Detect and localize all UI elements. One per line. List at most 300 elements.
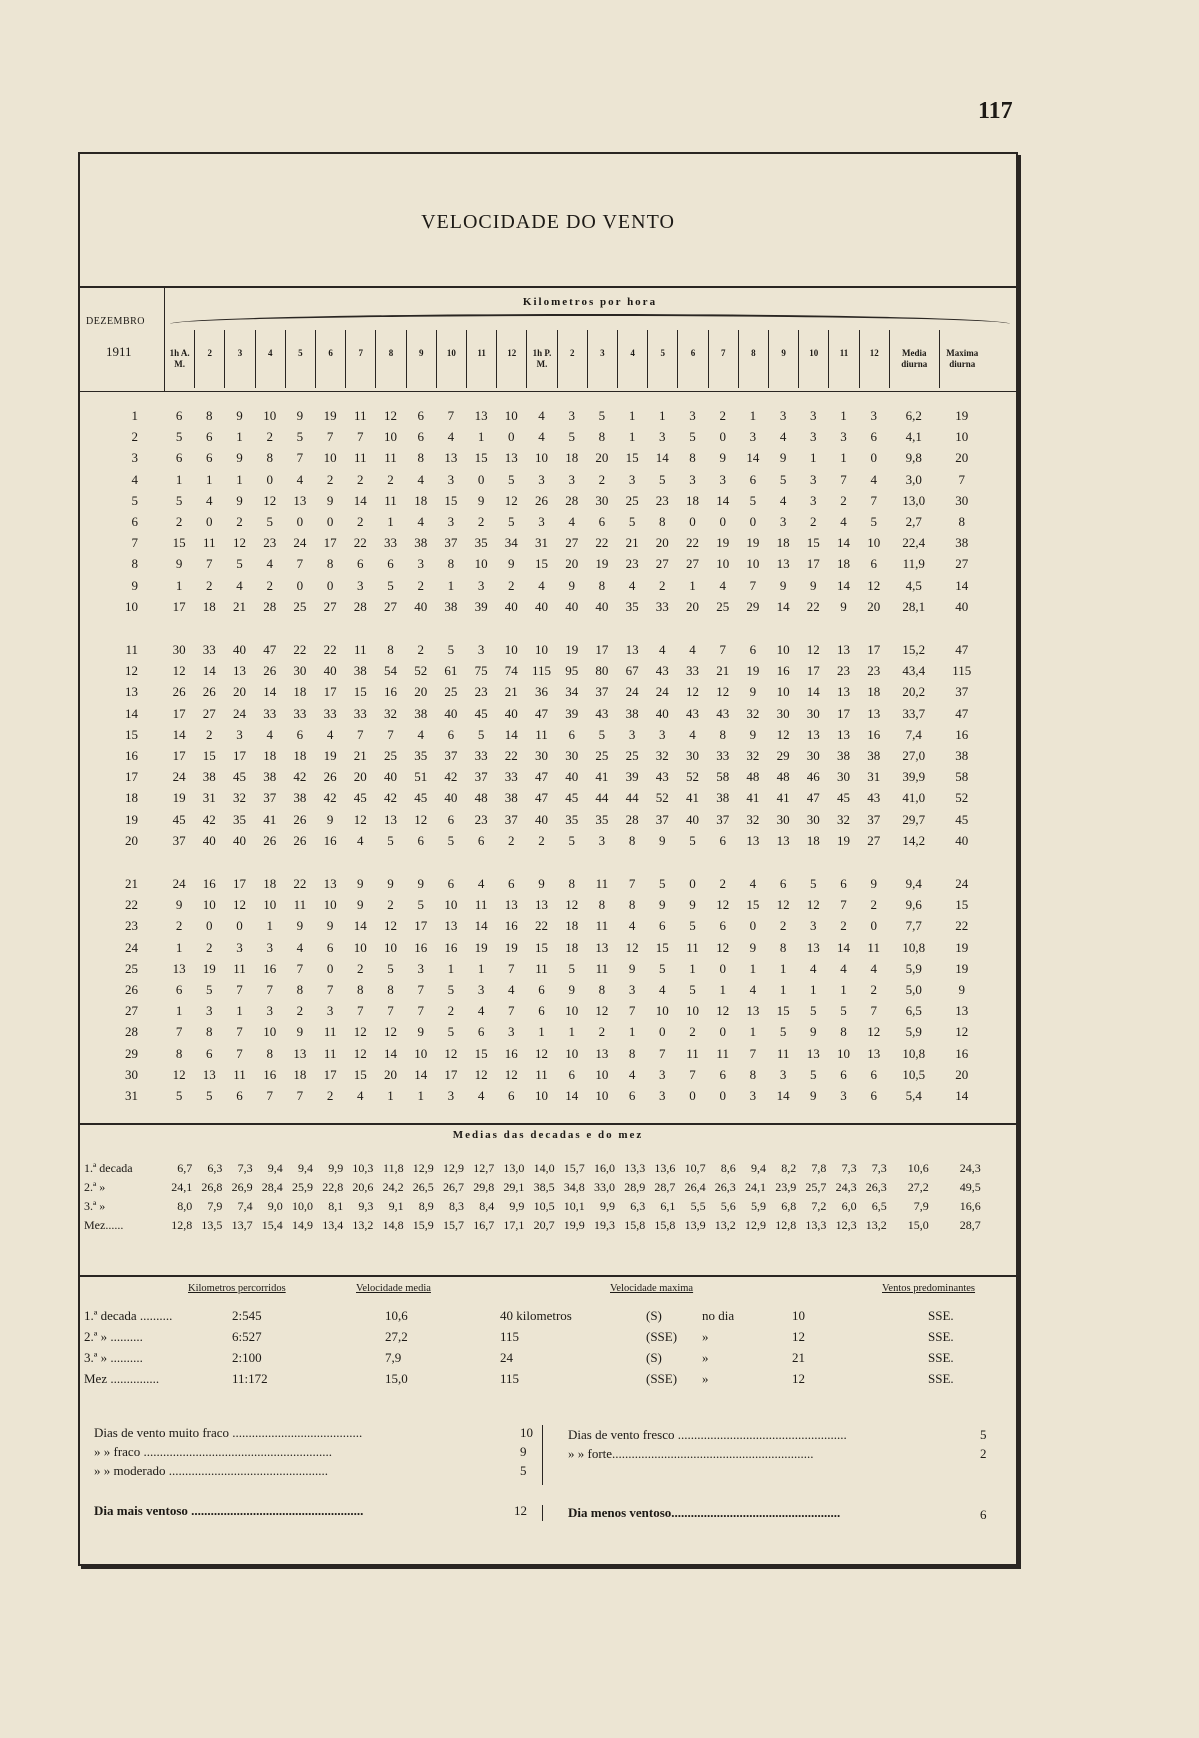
daily-mean: 13,0 xyxy=(902,492,926,508)
hour-value: 3 xyxy=(447,514,455,529)
daily-max: 7 xyxy=(958,471,966,487)
daily-max: 19 xyxy=(955,939,969,955)
decade-hour-value: 33,0 xyxy=(593,1180,615,1194)
hour-value: 1 xyxy=(206,471,213,487)
hour-value: 11 xyxy=(384,492,397,508)
hour-value: 1 xyxy=(417,1088,424,1103)
hour-value: 5 xyxy=(598,726,606,742)
hour-value: 18 xyxy=(202,598,216,614)
hour-value: 5 xyxy=(508,471,515,487)
daily-mean: 4,1 xyxy=(905,429,922,445)
hour-value: 17 xyxy=(323,684,337,700)
hour-value: 46 xyxy=(806,769,820,785)
hour-value: 1 xyxy=(236,1003,243,1019)
least-windy-label: Dia menos ventoso.................................................... xyxy=(568,1505,841,1520)
hour-value: 6 xyxy=(719,918,726,934)
table-row xyxy=(80,405,1016,426)
decade-hour-value: 9,0 xyxy=(267,1199,283,1213)
hour-value: 25 xyxy=(383,748,397,763)
hour-value: 9 xyxy=(568,982,575,997)
hour-value: 12 xyxy=(716,1003,730,1019)
hour-value: 25 xyxy=(625,492,639,508)
hour-value: 24 xyxy=(172,769,186,785)
hour-value: 2 xyxy=(175,918,183,934)
summary-period: 3.ª » .......... xyxy=(84,1350,143,1365)
hour-value: 43 xyxy=(716,705,730,721)
hour-value: 2 xyxy=(508,577,515,593)
decade-hour-value: 9,4 xyxy=(267,1161,283,1175)
hour-value: 2 xyxy=(417,642,424,657)
daily-max: 16 xyxy=(955,726,969,742)
table-row xyxy=(80,894,1016,915)
hour-value: 6 xyxy=(447,876,455,891)
hour-value: 0 xyxy=(326,514,334,529)
hour-value: 20 xyxy=(353,769,367,785)
hour-value: 11 xyxy=(716,1045,729,1061)
hour-value: 17 xyxy=(172,705,186,721)
hour-value: 3 xyxy=(779,408,787,423)
hour-value: 37 xyxy=(444,748,458,763)
day-number: 7 xyxy=(131,535,138,551)
hour-value: 8 xyxy=(266,450,273,466)
hour-value: 1 xyxy=(447,577,455,593)
hour-value: 4 xyxy=(357,1088,364,1103)
hour-value: 9 xyxy=(810,1024,817,1040)
decade-mean: 7,9 xyxy=(913,1199,929,1213)
hour-value: 38 xyxy=(504,790,518,806)
hour-value: 11 xyxy=(867,939,880,955)
hour-value: 41 xyxy=(776,790,790,806)
hour-value: 11 xyxy=(474,897,488,913)
hour-value: 5 xyxy=(779,471,787,487)
hour-value: 6 xyxy=(659,918,666,934)
hour-value: 13 xyxy=(746,832,760,848)
hour-value: 3 xyxy=(659,429,666,445)
hour-value: 45 xyxy=(172,811,186,827)
hour-value: 21 xyxy=(353,748,367,763)
decade-name: 2.ª » xyxy=(84,1180,106,1194)
decade-row xyxy=(80,1178,1016,1197)
hour-value: 5 xyxy=(689,982,696,997)
summary-row xyxy=(80,1305,1016,1326)
daily-mean: 6,2 xyxy=(905,408,922,423)
hour-value: 7 xyxy=(357,429,364,445)
hour-value: 14 xyxy=(836,939,850,955)
daily-max: 16 xyxy=(955,1045,969,1061)
hour-value: 8 xyxy=(175,1045,183,1061)
hour-value: 0 xyxy=(870,918,877,934)
hour-value: 2 xyxy=(326,1088,334,1103)
decade-hour-value: 25,7 xyxy=(805,1180,827,1194)
decade-hour-value: 6,3 xyxy=(207,1161,223,1175)
hour-value: 12 xyxy=(474,1066,488,1082)
decade-hour-value: 7,2 xyxy=(811,1199,827,1213)
daily-mean: 5,9 xyxy=(905,1024,922,1040)
table-row xyxy=(80,1021,1016,1042)
hour-value: 17 xyxy=(444,1066,458,1082)
hour-value: 5 xyxy=(206,1088,213,1103)
hour-value: 5 xyxy=(870,514,877,529)
hour-value: 13 xyxy=(232,663,246,679)
daily-max: 52 xyxy=(955,790,969,806)
hour-value: 42 xyxy=(323,790,337,806)
day-number: 23 xyxy=(125,918,138,934)
hour-value: 75 xyxy=(474,663,488,679)
hour-value: 40 xyxy=(414,598,428,614)
hour-value: 22 xyxy=(293,642,307,657)
hour-value: 13 xyxy=(836,684,850,700)
hour-value: 19 xyxy=(836,832,850,848)
day-number: 22 xyxy=(125,897,138,913)
hour-header: 11 xyxy=(466,330,496,388)
hour-value: 26 xyxy=(263,832,277,848)
hour-value: 3 xyxy=(749,429,757,445)
hour-value: 7 xyxy=(236,1024,243,1040)
decade-hour-value: 38,5 xyxy=(533,1180,555,1194)
hour-value: 9 xyxy=(689,897,696,913)
day-number: 31 xyxy=(125,1088,138,1103)
decade-hour-value: 6,5 xyxy=(871,1199,887,1213)
hour-value: 5 xyxy=(387,832,394,848)
hour-value: 7 xyxy=(689,1066,696,1082)
hour-value: 16 xyxy=(323,832,337,848)
decade-hour-value: 9,4 xyxy=(750,1161,766,1175)
hour-value: 17 xyxy=(867,642,881,657)
hour-value: 27 xyxy=(867,832,881,848)
decade-hour-value: 6,0 xyxy=(841,1199,857,1213)
hour-value: 10 xyxy=(263,408,277,423)
hour-value: 24 xyxy=(172,876,186,891)
day-number: 17 xyxy=(125,769,138,785)
hour-value: 13 xyxy=(383,811,397,827)
hour-value: 12 xyxy=(232,897,246,913)
hour-value: 9 xyxy=(568,577,575,593)
hour-value: 10 xyxy=(263,897,277,913)
hour-value: 40 xyxy=(595,598,609,614)
decade-hour-value: 14,9 xyxy=(291,1218,313,1232)
hour-value: 0 xyxy=(296,514,304,529)
hour-value: 2 xyxy=(538,832,545,848)
daily-max: 10 xyxy=(955,429,969,445)
hour-value: 16 xyxy=(504,1045,518,1061)
hour-value: 17 xyxy=(595,642,609,657)
hour-value: 9 xyxy=(749,939,757,955)
decade-hour-value: 10,0 xyxy=(291,1199,313,1213)
hour-value: 3 xyxy=(417,556,424,572)
hour-value: 3 xyxy=(810,918,817,934)
hour-value: 7 xyxy=(417,982,424,997)
hour-value: 14 xyxy=(836,535,850,551)
decade-hour-value: 12,9 xyxy=(442,1161,464,1175)
hour-value: 9 xyxy=(326,492,334,508)
hour-value: 48 xyxy=(776,769,790,785)
hour-value: 1 xyxy=(840,982,847,997)
hour-value: 38 xyxy=(836,748,850,763)
daily-mean: 11,9 xyxy=(902,556,925,572)
hour-value: 7 xyxy=(296,1088,304,1103)
hour-value: 7 xyxy=(417,1003,424,1019)
hour-value: 32 xyxy=(232,790,246,806)
hour-value: 10 xyxy=(776,684,790,700)
hour-value: 3 xyxy=(749,1088,757,1103)
hour-value: 1 xyxy=(387,514,394,529)
hour-header: 1h P. M. xyxy=(526,330,556,388)
hour-value: 10 xyxy=(263,1024,277,1040)
table-row xyxy=(80,490,1016,511)
hour-value: 1 xyxy=(628,408,636,423)
decade-hour-value: 9,4 xyxy=(297,1161,313,1175)
hour-value: 3 xyxy=(659,1066,666,1082)
hour-value: 14 xyxy=(776,1088,790,1103)
hour-value: 7 xyxy=(749,577,757,593)
hour-value: 0 xyxy=(749,918,757,934)
table-row xyxy=(80,553,1016,574)
hour-value: 24 xyxy=(655,684,669,700)
hour-value: 5 xyxy=(689,918,696,934)
hour-value: 21 xyxy=(504,684,518,700)
hour-value: 5 xyxy=(810,1066,817,1082)
day-number: 4 xyxy=(131,471,138,487)
hour-value: 12 xyxy=(806,897,820,913)
hour-value: 12 xyxy=(232,535,246,551)
hour-value: 3 xyxy=(538,471,545,487)
hour-value: 4 xyxy=(538,408,545,423)
hour-value: 13 xyxy=(746,1003,760,1019)
hour-value: 33 xyxy=(263,705,277,721)
daily-max: 19 xyxy=(955,408,969,423)
hour-value: 9 xyxy=(538,876,545,891)
decade-hour-value: 13,4 xyxy=(322,1218,344,1232)
hour-value: 14 xyxy=(383,1045,397,1061)
hour-value: 37 xyxy=(504,811,518,827)
hour-value: 2 xyxy=(477,514,485,529)
table-row xyxy=(80,575,1016,596)
hour-value: 20 xyxy=(383,1066,397,1082)
table-header xyxy=(80,286,1016,392)
hour-header: 1h A. M. xyxy=(164,330,194,388)
daily-mean: 7,7 xyxy=(905,918,922,934)
hour-value: 15 xyxy=(746,897,760,913)
hour-value: 22 xyxy=(534,918,548,934)
hour-value: 20 xyxy=(414,684,428,700)
max-velocity: 115 xyxy=(500,1329,520,1344)
daily-mean: 4,5 xyxy=(905,577,922,593)
hour-value: 37 xyxy=(655,811,669,827)
hour-value: 11 xyxy=(354,408,367,423)
hour-value: 12 xyxy=(172,663,186,679)
hour-value: 37 xyxy=(172,832,186,848)
table-row xyxy=(80,639,1016,660)
hour-value: 10 xyxy=(534,642,548,657)
hour-value: 38 xyxy=(867,748,881,763)
hour-value: 22 xyxy=(293,876,307,891)
hour-value: 10 xyxy=(353,939,367,955)
hour-value: 30 xyxy=(836,769,850,785)
hour-value: 24 xyxy=(293,535,307,551)
hour-value: 11 xyxy=(354,450,367,466)
hour-value: 6 xyxy=(236,1088,243,1103)
hour-value: 16 xyxy=(867,726,881,742)
hour-value: 8 xyxy=(779,939,787,955)
hour-value: 28 xyxy=(263,598,277,614)
hour-value: 6 xyxy=(568,1066,575,1082)
mean-velocity: 10,6 xyxy=(385,1308,408,1323)
max-day: 10 xyxy=(792,1308,805,1323)
hour-value: 8 xyxy=(266,1045,273,1061)
hour-value: 31 xyxy=(867,769,881,785)
table-row xyxy=(80,787,1016,808)
daily-max: 40 xyxy=(955,832,969,848)
hour-value: 3 xyxy=(568,408,575,423)
hour-value: 0 xyxy=(477,471,485,487)
hour-value: 1 xyxy=(568,1024,575,1040)
hour-value: 2 xyxy=(206,939,213,955)
hour-value: 33 xyxy=(293,705,307,721)
decade-hour-value: 11,8 xyxy=(383,1161,404,1175)
hour-value: 26 xyxy=(323,769,337,785)
mean-velocity: 7,9 xyxy=(385,1350,402,1365)
page-number: 117 xyxy=(978,98,1013,124)
hour-value: 39 xyxy=(625,769,639,785)
hour-value: 4 xyxy=(779,492,787,508)
hour-header: 8 xyxy=(375,330,405,388)
summary-period: Mez ............... xyxy=(84,1371,160,1386)
hour-value: 3 xyxy=(628,471,636,487)
hour-value: 40 xyxy=(565,769,579,785)
summary-period: 1.ª decada .......... xyxy=(84,1308,173,1323)
hour-value: 74 xyxy=(504,663,518,679)
hour-value: 8 xyxy=(206,408,213,423)
hour-value: 11 xyxy=(535,1066,548,1082)
decade-hour-value: 16,7 xyxy=(473,1218,495,1232)
hour-value: 38 xyxy=(353,663,367,679)
hour-value: 1 xyxy=(236,471,243,487)
hour-value: 34 xyxy=(565,684,579,700)
hour-value: 11 xyxy=(323,1045,337,1061)
hour-value: 52 xyxy=(655,790,669,806)
hour-value: 13 xyxy=(806,726,820,742)
hour-value: 5 xyxy=(659,471,666,487)
hour-value: 14 xyxy=(806,684,820,700)
hour-value: 12 xyxy=(565,897,579,913)
daily-mean: 10,8 xyxy=(902,939,926,955)
hour-value: 14 xyxy=(776,598,790,614)
hour-header: 9 xyxy=(768,330,798,388)
hour-value: 12 xyxy=(625,939,639,955)
day-number: 15 xyxy=(125,726,138,742)
hour-value: 11 xyxy=(354,642,367,657)
decade-hour-value: 23,9 xyxy=(775,1180,797,1194)
hour-value: 3 xyxy=(447,471,455,487)
decade-hour-value: 10,1 xyxy=(563,1199,585,1213)
hour-value: 30 xyxy=(595,492,609,508)
hour-value: 6 xyxy=(357,556,364,572)
daily-max: 38 xyxy=(955,535,969,551)
hour-value: 41 xyxy=(263,811,277,827)
hour-header: 5 xyxy=(647,330,677,388)
hour-value: 0 xyxy=(719,1088,726,1103)
hour-value: 11 xyxy=(595,876,609,891)
decade-hour-value: 28,4 xyxy=(261,1180,283,1194)
hour-value: 37 xyxy=(716,811,730,827)
hour-value: 9 xyxy=(477,492,485,508)
decade-hour-value: 15,7 xyxy=(563,1161,585,1175)
hour-value: 4 xyxy=(749,982,757,997)
decade-hour-value: 34,8 xyxy=(563,1180,585,1194)
max-velocity: 40 kilometros xyxy=(500,1308,572,1323)
hour-value: 5 xyxy=(447,982,455,997)
hour-value: 2 xyxy=(357,514,364,529)
hour-header: 11 xyxy=(828,330,858,388)
hour-value: 6 xyxy=(538,982,545,997)
hour-value: 15 xyxy=(353,684,367,700)
hour-value: 45 xyxy=(232,769,246,785)
hour-value: 4 xyxy=(296,939,304,955)
hour-value: 9 xyxy=(417,1024,424,1040)
hour-value: 8 xyxy=(296,982,304,997)
hour-value: 6 xyxy=(749,471,757,487)
daily-max: 58 xyxy=(955,769,969,785)
hour-value: 43 xyxy=(595,705,609,721)
day-number: 27 xyxy=(125,1003,138,1019)
hour-value: 4 xyxy=(719,577,726,593)
day-number: 11 xyxy=(125,642,138,657)
decade-name: 1.ª decada xyxy=(84,1161,133,1175)
hour-value: 32 xyxy=(655,748,669,763)
hour-value: 6 xyxy=(749,642,757,657)
decade-hour-value: 13,2 xyxy=(352,1218,374,1232)
decade-hour-value: 20,7 xyxy=(533,1218,555,1232)
hour-value: 8 xyxy=(749,1066,757,1082)
hour-value: 10 xyxy=(534,1088,548,1103)
hour-value: 5 xyxy=(266,514,273,529)
no-dia-label: » xyxy=(702,1371,709,1386)
hour-value: 16 xyxy=(383,684,397,700)
decade-hour-value: 26,9 xyxy=(231,1180,253,1194)
hour-value: 6 xyxy=(508,876,515,891)
hour-value: 0 xyxy=(508,429,515,445)
summary-row xyxy=(80,1368,1016,1389)
decade-mean: 15,0 xyxy=(907,1218,929,1232)
hour-value: 7 xyxy=(870,1003,877,1019)
daily-mean: 2,7 xyxy=(905,514,922,529)
hour-value: 80 xyxy=(595,663,609,679)
hour-value: 16 xyxy=(504,918,518,934)
hour-value: 1 xyxy=(387,1088,394,1103)
hour-value: 12 xyxy=(263,492,277,508)
decade-hour-value: 29,1 xyxy=(503,1180,525,1194)
hour-value: 18 xyxy=(836,556,850,572)
hour-value: 43 xyxy=(685,705,699,721)
hour-value: 9 xyxy=(326,811,334,827)
day-number: 24 xyxy=(125,939,138,955)
daily-mean: 29,7 xyxy=(902,811,926,827)
decade-row xyxy=(80,1216,1016,1235)
hour-value: 14 xyxy=(504,726,518,742)
hour-value: 10 xyxy=(716,556,730,572)
decade-hour-value: 12,3 xyxy=(835,1218,857,1232)
table-row xyxy=(80,1043,1016,1064)
hour-value: 12 xyxy=(534,1045,548,1061)
hour-value: 40 xyxy=(655,705,669,721)
hour-value: 7 xyxy=(719,642,726,657)
hour-value: 8 xyxy=(387,982,394,997)
hour-value: 4 xyxy=(477,1003,485,1019)
hour-value: 37 xyxy=(263,790,277,806)
hour-value: 5 xyxy=(508,514,515,529)
hour-value: 14 xyxy=(263,684,277,700)
hour-value: 18 xyxy=(293,684,307,700)
